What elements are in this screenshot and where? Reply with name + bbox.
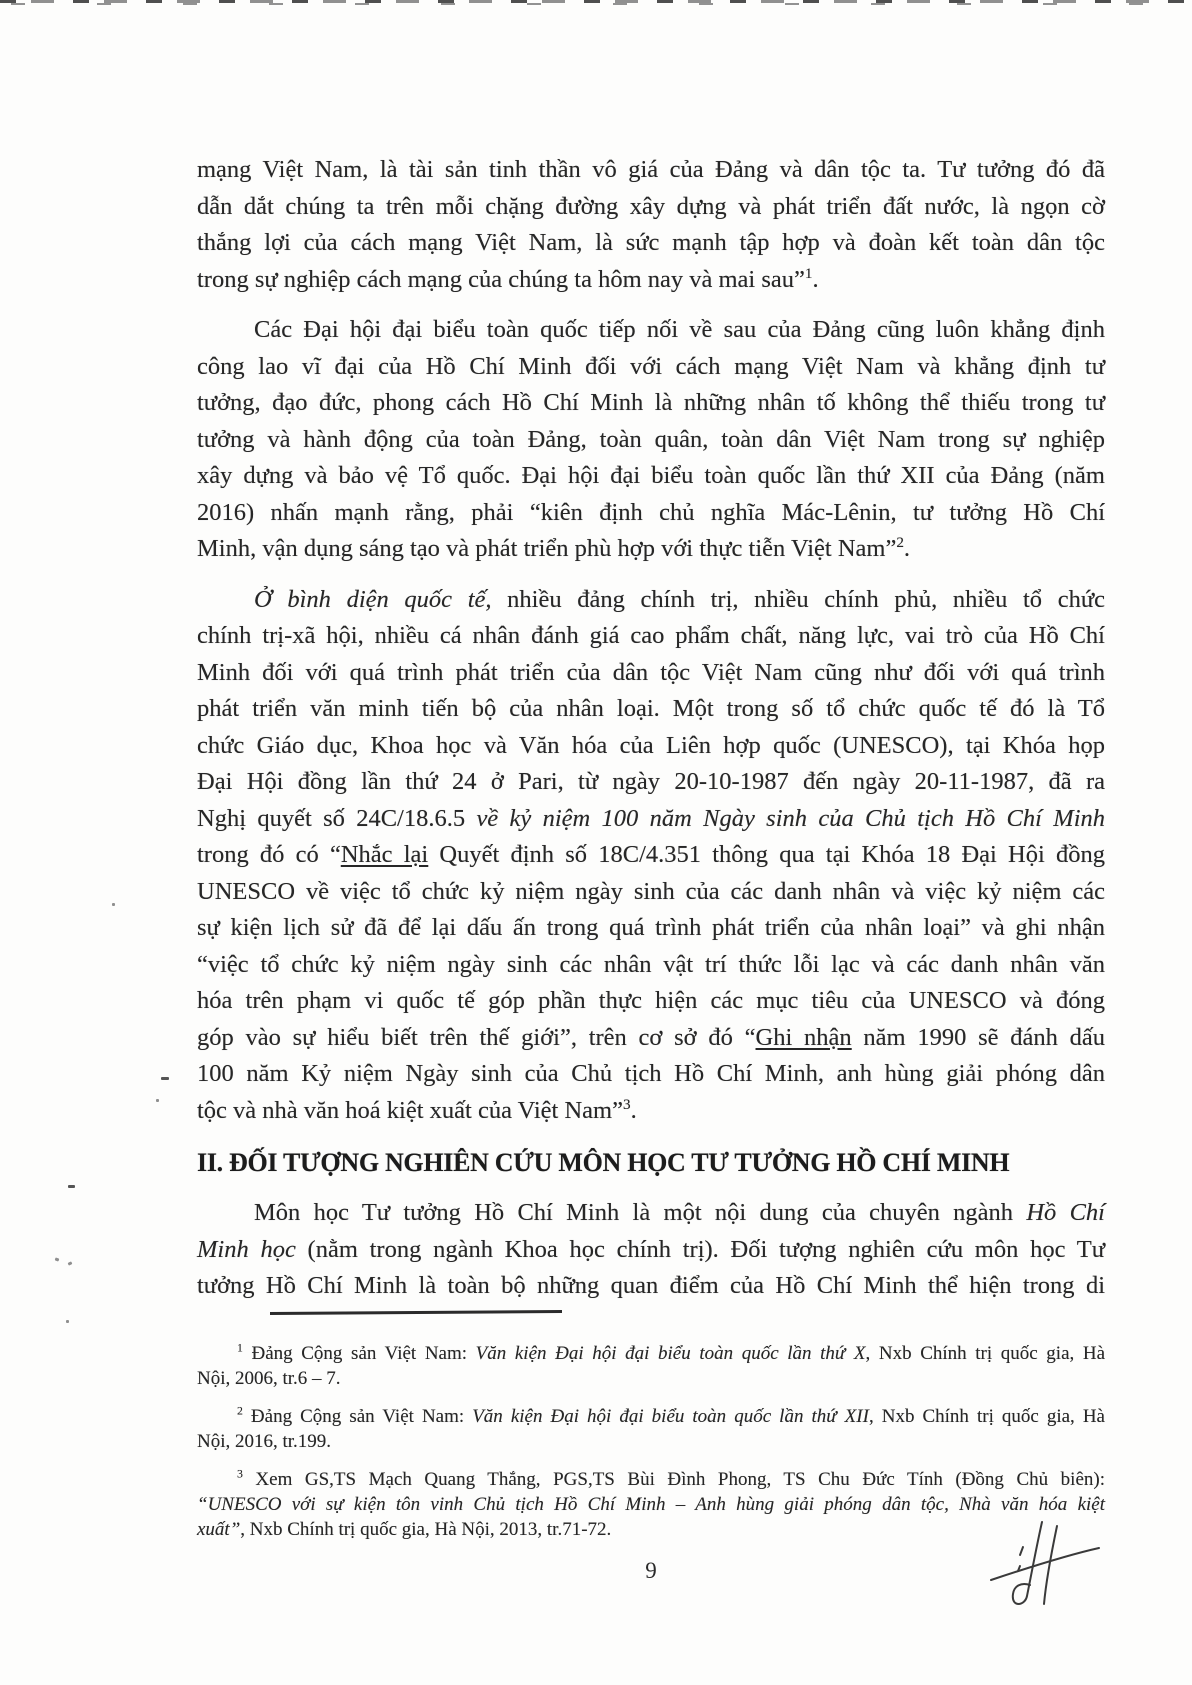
footnote-line: [197, 1366, 1105, 1391]
text-line: [197, 874, 1105, 911]
text-segment: , Nxb Chính trị quốc gia, Hà: [865, 1342, 1106, 1364]
text-segment: 1: [804, 264, 813, 282]
text-segment: chức Giáo dục, Khoa học và Văn hóa của Liên hợp quốc (UNESCO), tại Khóa họp: [197, 731, 1105, 759]
text-line: [197, 837, 1105, 874]
paragraph: [197, 582, 1105, 1130]
text-segment: 2016) nhấn mạnh rằng, phải “kiên định chủ nghĩa Mác-Lênin, tư tưởng Hồ Chí: [197, 498, 1105, 526]
signature-mark: [985, 1516, 1105, 1608]
text-segment: Nghị quyết số 24C/18.6.5: [197, 804, 477, 832]
text-segment: Văn kiện Đại hội đại biểu toàn quốc lần thứ XII: [472, 1405, 869, 1427]
text-segment: Đại Hội đồng lần thứ 24 ở Pari, từ ngày 20-10-1987 đến ngày 20-11-1987, đã ra: [197, 768, 1105, 795]
text-line: [197, 312, 1105, 349]
text-segment: Hồ Chí: [1026, 1199, 1105, 1226]
text-segment: .: [812, 265, 819, 293]
text-segment: Nhắc lại: [340, 841, 429, 868]
text-segment: tưởng Hồ Chí Minh là toàn bộ những quan điểm của Hồ Chí Minh thể hiện trong di: [197, 1272, 1105, 1299]
text-line: [197, 1232, 1105, 1269]
text-segment: “việc tổ chức kỷ niệm ngày sinh các nhân vật trí thức lỗi lạc và các danh nhân văn: [197, 950, 1105, 978]
text-segment: trong đó có “: [197, 841, 341, 868]
text-segment: (nằm trong ngành Khoa học chính trị). Đối tượng nghiên cứu môn học Tư: [295, 1235, 1106, 1263]
scan-speck: [68, 1185, 75, 1188]
text-line: [197, 422, 1105, 459]
text-line: [197, 947, 1105, 984]
text-segment: chính trị-xã hội, nhiều cá nhân đánh giá cao phẩm chất, năng lực, vai trò của Hồ Chí: [197, 622, 1105, 649]
text-segment: Ghi nhận: [755, 1023, 852, 1051]
text-line: [197, 655, 1105, 692]
text-segment: “UNESCO với sự kiện tôn vinh Chủ tịch Hồ Chí Minh – Anh hùng giải phóng dân tộc, Nhà văn hóa kiệt: [197, 1493, 1105, 1515]
text-segment: 2: [896, 533, 904, 551]
text-segment: .: [630, 1096, 637, 1124]
text-line: [197, 764, 1105, 801]
text-line: [197, 618, 1105, 655]
paragraph: [197, 152, 1105, 298]
text-segment: , Nxb Chính trị quốc gia, Hà: [868, 1405, 1105, 1427]
text-segment: Văn kiện Đại hội đại biểu toàn quốc lần thứ X: [475, 1342, 866, 1364]
text-segment: công lao vĩ đại của Hồ Chí Minh đối với cách mạng Việt Nam và khẳng định tư: [197, 352, 1105, 380]
text-segment: Ở bình diện quốc tế,: [254, 585, 492, 613]
scan-speck: [156, 1099, 159, 1102]
text-segment: Đảng Cộng sản Việt Nam:: [242, 1405, 473, 1427]
section-heading: II. ĐỐI TƯỢNG NGHIÊN CỨU MÔN HỌC TƯ TƯỞNG HỒ CHÍ MINH: [197, 1148, 1010, 1177]
body-text-continued: [197, 1195, 1105, 1305]
text-segment: 2: [237, 1404, 243, 1418]
footnote-line: [197, 1467, 1105, 1492]
footnote-line: [197, 1341, 1105, 1366]
footnote: [197, 1404, 1105, 1454]
text-line: [197, 262, 1105, 299]
footnote: [197, 1341, 1105, 1391]
scanner-edge-artifact: [0, 0, 1192, 6]
text-line: [197, 801, 1105, 838]
scan-speck: [161, 1077, 169, 1080]
page-number: 9: [645, 1557, 657, 1583]
text-line: [197, 728, 1105, 765]
text-line: [197, 1093, 1105, 1130]
text-segment: mạng Việt Nam, là tài sản tinh thần vô giá của Đảng và dân tộc ta. Tư tưởng đó đã: [197, 156, 1105, 183]
text-line: [197, 983, 1105, 1020]
text-segment: Minh học: [197, 1235, 296, 1263]
text-segment: Nội, 2016, tr.199.: [197, 1430, 332, 1452]
page-content: [197, 152, 1105, 1584]
text-segment: xây dựng và bảo vệ Tổ quốc. Đại hội đại biểu toàn quốc lần thứ XII của Đảng (năm: [197, 462, 1105, 489]
text-segment: , Nxb Chính trị quốc gia, Hà Nội, 2013, tr.71-72.: [240, 1518, 612, 1540]
scan-speck: [112, 903, 115, 906]
paragraph: [197, 312, 1105, 568]
text-segment: phát triển văn minh tiến bộ của nhân loại. Một trong số tổ chức quốc tế đó là Tổ: [197, 695, 1105, 722]
text-segment: sự kiện lịch sử đã để lại dấu ấn trong quá trình phát triển của nhân loại” và ghi nhận: [197, 914, 1105, 941]
footnote-line: [197, 1492, 1105, 1517]
text-segment: Các Đại hội đại biểu toàn quốc tiếp nối về sau của Đảng cũng luôn khẳng định: [254, 316, 1105, 343]
text-segment: 3: [623, 1095, 631, 1113]
text-segment: dẫn dắt chúng ta trên mỗi chặng đường xây dựng và phát triển đất nước, là ngọn cờ: [197, 192, 1105, 220]
text-line: [197, 189, 1105, 226]
text-segment: .: [903, 535, 911, 562]
text-segment: trong sự nghiệp cách mạng của chúng ta hôm nay và mai sau”: [197, 265, 805, 293]
footnote-line: [197, 1429, 1105, 1454]
text-segment: tộc và nhà văn hoá kiệt xuất của Việt Nam”: [197, 1096, 623, 1124]
text-line: [197, 458, 1105, 495]
text-segment: 3: [237, 1467, 243, 1481]
text-line: [197, 1020, 1105, 1057]
text-line: [197, 691, 1105, 728]
scan-speck: [68, 1261, 73, 1265]
scan-speck: [66, 1320, 69, 1323]
text-line: [197, 582, 1105, 619]
text-segment: Minh đối với quá trình phát triển của dân tộc Việt Nam cũng như đối với quá trình: [197, 658, 1105, 686]
text-segment: Quyết định số 18C/4.351 thông qua tại Khóa 18 Đại Hội đồng: [428, 841, 1105, 868]
text-line: [197, 1056, 1105, 1093]
text-line: [197, 225, 1105, 262]
footnotes: [197, 1341, 1105, 1542]
text-segment: năm 1990 sẽ đánh dấu: [851, 1023, 1106, 1051]
text-segment: Môn học Tư tưởng Hồ Chí Minh là một nội dung của chuyên ngành: [254, 1199, 1027, 1226]
text-segment: nhiều đảng chính trị, nhiều chính phủ, nhiều tổ chức: [491, 585, 1105, 613]
text-segment: Nội, 2006, tr.6 – 7.: [197, 1367, 341, 1389]
text-line: [197, 531, 1105, 568]
text-segment: Đảng Cộng sản Việt Nam:: [242, 1342, 476, 1364]
text-segment: 100 năm Kỷ niệm Ngày sinh của Chủ tịch Hồ Chí Minh, anh hùng giải phóng dân: [197, 1060, 1105, 1087]
text-line: [197, 1268, 1105, 1305]
text-line: [197, 385, 1105, 422]
text-line: [197, 495, 1105, 532]
text-segment: tưởng, đạo đức, phong cách Hồ Chí Minh là những nhân tố không thể thiếu trong tư: [197, 389, 1105, 416]
text-line: [197, 152, 1105, 189]
text-segment: Minh, vận dụng sáng tạo và phát triển phù hợp với thực tiễn Việt Nam”: [197, 535, 897, 562]
body-text: [197, 152, 1105, 1129]
text-segment: tưởng và hành động của toàn Đảng, toàn quân, toàn dân Việt Nam trong sự nghiệp: [197, 425, 1105, 453]
footnote-line: [197, 1404, 1105, 1429]
text-line: [197, 910, 1105, 947]
text-segment: Xem GS,TS Mạch Quang Thắng, PGS,TS Bùi Đình Phong, TS Chu Đức Tính (Đồng Chủ biên):: [242, 1468, 1105, 1490]
text-line: [197, 1195, 1105, 1232]
text-segment: xuất”: [197, 1518, 241, 1540]
footnote-separator: [270, 1309, 562, 1314]
text-line: [197, 349, 1105, 386]
text-segment: UNESCO về việc tổ chức kỷ niệm ngày sinh của các danh nhân và việc kỷ niệm các: [197, 877, 1105, 905]
text-segment: thắng lợi của cách mạng Việt Nam, là sức mạnh tập hợp và đoàn kết toàn dân tộc: [197, 229, 1105, 256]
footnote: [197, 1467, 1105, 1542]
scan-speck: [55, 1257, 60, 1261]
text-segment: 1: [237, 1341, 243, 1355]
paragraph: [197, 1195, 1105, 1305]
text-segment: về kỷ niệm 100 năm Ngày sinh của Chủ tịch Hồ Chí Minh: [476, 804, 1105, 832]
text-segment: góp vào sự hiểu biết trên thế giới”, trên cơ sở đó “: [197, 1023, 756, 1051]
text-segment: hóa trên phạm vi quốc tế góp phần thực hiện các mục tiêu của UNESCO và đóng: [197, 987, 1105, 1014]
footnote-line: [197, 1517, 1105, 1542]
